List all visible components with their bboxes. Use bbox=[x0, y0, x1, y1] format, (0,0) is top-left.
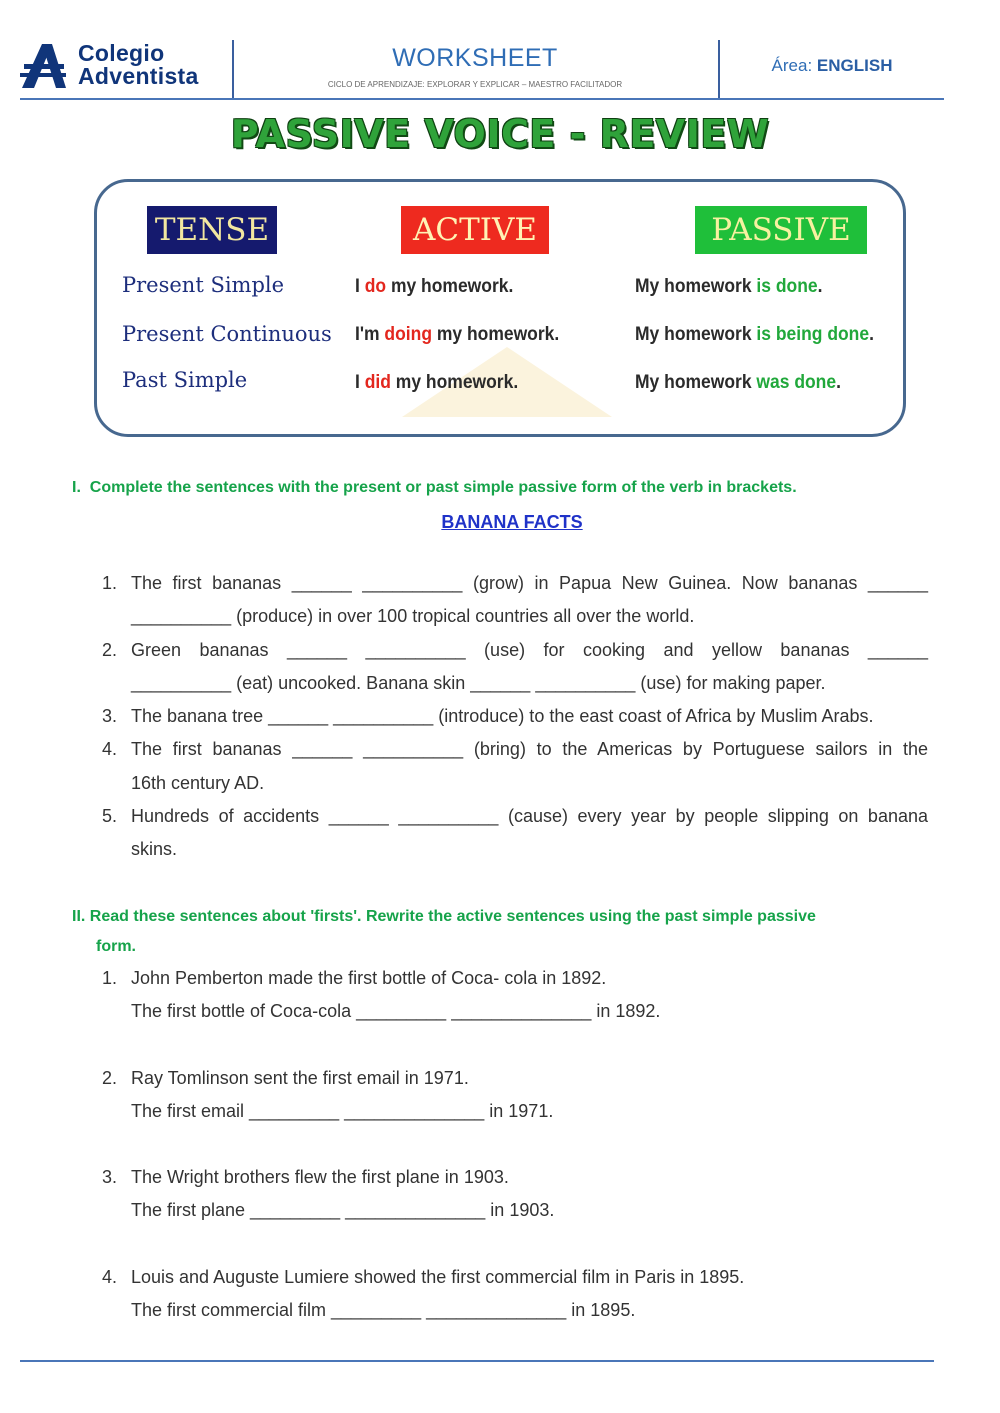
area-label bbox=[720, 56, 944, 76]
active-sentence: The Wright brothers flew the first plane in 1903. bbox=[131, 1167, 509, 1187]
tense-label: Past Simple bbox=[122, 368, 248, 392]
item-number: 5. bbox=[102, 806, 118, 826]
exercise-line: The banana tree ______ __________ (introduce) to the east coast of Africa by Muslim Arabs. bbox=[131, 706, 874, 726]
section-1-instruction: I. Complete the sentences with the present or past simple passive form of the verb in brackets. bbox=[72, 479, 797, 496]
item-number: 2. bbox=[102, 1068, 118, 1088]
area-label-text: Área: bbox=[771, 56, 813, 75]
worksheet-subtitle: CICLO DE APRENDIZAJE: EXPLORAR Y EXPLICAR – MAESTRO FACILITADOR bbox=[327, 80, 623, 89]
tense-label: Present Continuous bbox=[122, 322, 332, 346]
item-number: 1. bbox=[102, 968, 118, 988]
school-logo bbox=[20, 42, 230, 92]
passive-example: My homework is being done. bbox=[635, 324, 874, 345]
logo-line1: Colegio bbox=[78, 40, 165, 66]
exercise-line: The first bananas ______ __________ (grow) in Papua New Guinea. Now bananas ______ bbox=[131, 573, 928, 593]
active-sentence: Ray Tomlinson sent the first email in 1971. bbox=[131, 1068, 469, 1088]
passive-example: My homework is done. bbox=[635, 276, 823, 297]
exercise-line: 16th century AD. bbox=[131, 773, 265, 793]
passive-example: My homework was done. bbox=[635, 372, 841, 393]
passive-answer-line: The first email _________ ______________ in 1971. bbox=[131, 1101, 554, 1121]
footer-rule bbox=[20, 1360, 934, 1362]
exercise-line: skins. bbox=[131, 839, 178, 859]
tense-label: Present Simple bbox=[122, 273, 285, 297]
item-number: 3. bbox=[102, 706, 118, 726]
header-active: ACTIVE bbox=[401, 206, 549, 254]
exercise-line: Green bananas ______ __________ (use) for cooking and yellow bananas ______ bbox=[131, 640, 928, 660]
item-number: 3. bbox=[102, 1167, 118, 1187]
logo-line2: Adventista bbox=[78, 63, 199, 89]
passive-answer-line: The first commercial film _________ ______________ in 1895. bbox=[131, 1300, 636, 1320]
worksheet-header bbox=[20, 38, 944, 100]
section-2-instruction: II. Read these sentences about 'firsts'. Rewrite the active sentences using the past simple passive bbox=[72, 908, 816, 925]
area-value: ENGLISH bbox=[816, 56, 893, 75]
active-example: I'm doing my homework. bbox=[355, 324, 560, 345]
exercise-line: The first bananas ______ __________ (bring) to the Americas by Portuguese sailors in the bbox=[131, 739, 928, 759]
page-title: PASSIVE VOICE - REVIEW bbox=[230, 112, 770, 156]
section-2-instruction-cont: form. bbox=[96, 938, 136, 955]
exercise-line: __________ (produce) in over 100 tropical countries all over the world. bbox=[131, 606, 695, 626]
item-number: 4. bbox=[102, 1267, 118, 1287]
passive-answer-line: The first bottle of Coca-cola _________ ______________ in 1892. bbox=[131, 1001, 661, 1021]
active-sentence: Louis and Auguste Lumiere showed the first commercial film in Paris in 1895. bbox=[131, 1267, 745, 1287]
worksheet-title: WORKSHEET bbox=[392, 44, 558, 72]
active-example: I do my homework. bbox=[355, 276, 514, 297]
active-example: I did my homework. bbox=[355, 372, 519, 393]
item-number: 2. bbox=[102, 640, 118, 660]
grammar-reference-box bbox=[94, 179, 906, 437]
header-tense: TENSE bbox=[147, 206, 277, 254]
passive-answer-line: The first plane _________ ______________ in 1903. bbox=[131, 1200, 555, 1220]
header-divider bbox=[232, 40, 234, 98]
header-passive: PASSIVE bbox=[695, 206, 867, 254]
exercise-line: __________ (eat) uncooked. Banana skin ______ __________ (use) for making paper. bbox=[131, 673, 826, 693]
active-sentence: John Pemberton made the first bottle of Coca- cola in 1892. bbox=[131, 968, 607, 988]
item-number: 1. bbox=[102, 573, 118, 593]
exercise-line: Hundreds of accidents ______ __________ (cause) every year by people slipping on banana bbox=[131, 806, 928, 826]
header-rule bbox=[20, 98, 944, 100]
section-1-title: BANANA FACTS bbox=[441, 512, 583, 532]
colegio-logo-icon bbox=[20, 44, 68, 88]
item-number: 4. bbox=[102, 739, 118, 759]
